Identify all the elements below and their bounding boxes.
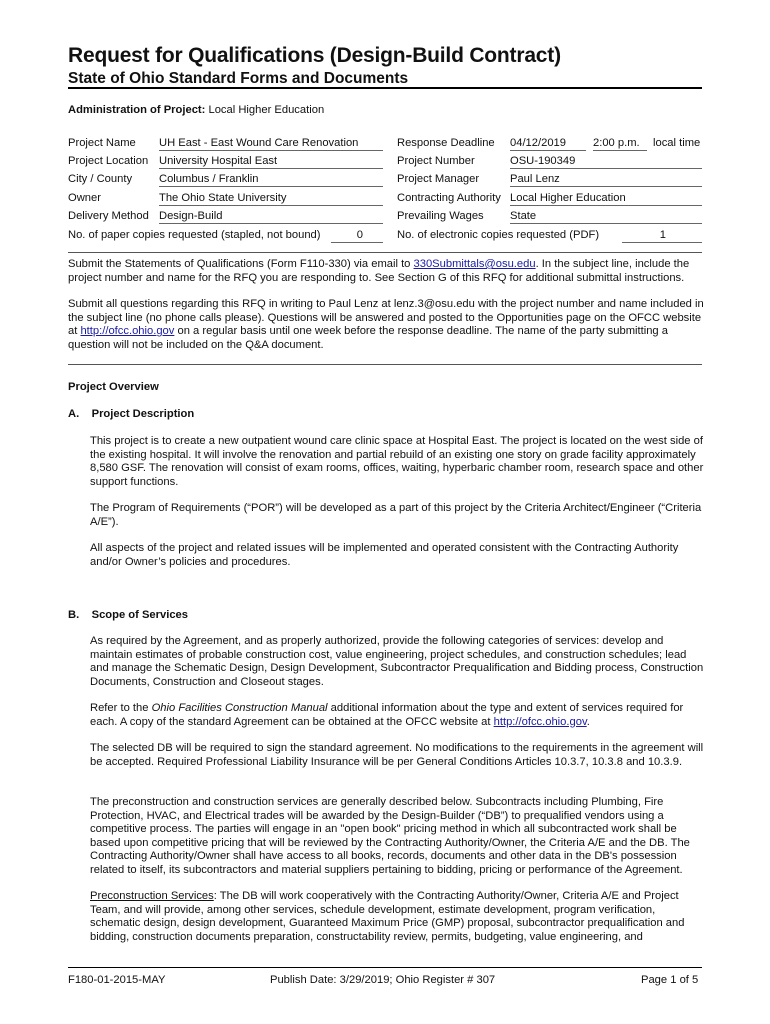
description-paragraph-3: All aspects of the project and related issues will be implemented and operated consistent with the Contracting Authority and/or Owner’s policies and procedures. xyxy=(90,542,679,568)
administration-value: Local Higher Education xyxy=(208,104,325,116)
city-county-label: City / County xyxy=(68,173,133,185)
submittal-email-link[interactable]: 330Submittals@osu.edu xyxy=(413,258,536,270)
ofcc-website-link[interactable]: http://ofcc.ohio.gov xyxy=(80,325,175,338)
scope-paragraph-2 xyxy=(90,702,706,729)
questions-text-b: on a regular basis until one week before the response deadline. The name of the party submitting a question will not be included on the Q&A document. xyxy=(68,325,668,351)
paper-copies-label: No. of paper copies requested (stapled, not bound) xyxy=(68,229,321,241)
ofcm-title: Ohio Facilities Construction Manual xyxy=(151,702,328,714)
project-location-value: University Hospital East xyxy=(159,155,383,169)
project-name-label: Project Name xyxy=(68,137,136,149)
section-divider xyxy=(68,252,702,253)
footer-publish-date: Publish Date: 3/29/2019; Ohio Register # 307 xyxy=(270,974,496,986)
scope-paragraph-4: The preconstruction and construction services are generally described below. Subcontracts including Plumbing, Fire Protection, HVAC, and Electrical trades will be awarded by the Design-Builder (“DB”) to prequalified vendors using a competitive process. The parties will engage in an "open book" pricing method in which all subcontracted work shall be based upon competitive pricing that will be reviewed by the Contracting Authority/Owner, the Criteria A/E and the DB. The Contracting Authority/Owner shall have access to all books, records, documents and other data in the DB's possession related to itself, its subcontractors and material suppliers pertaining to bidding, pricing or performance of the Agreement. xyxy=(90,796,690,876)
project-manager-value: Paul Lenz xyxy=(510,173,702,187)
electronic-copies-value: 1 xyxy=(622,229,702,243)
project-number-label: Project Number xyxy=(397,155,475,167)
prevailing-wages-label: Prevailing Wages xyxy=(397,210,484,222)
preconstruction-services-label: Preconstruction Services xyxy=(90,890,214,902)
delivery-method-label: Delivery Method xyxy=(68,210,149,222)
administration-line xyxy=(68,103,324,117)
submission-text-b: . In the subject line, include the project number and name for the RFQ you are responding to. See Section G of this RFQ for additional submittal instructions. xyxy=(68,258,690,284)
overview-divider xyxy=(68,364,702,365)
prevailing-wages-value: State xyxy=(510,210,702,224)
project-description-heading: A. Project Description xyxy=(68,408,195,420)
scope-p2-text-a: Refer to the xyxy=(90,702,152,714)
questions-paragraph xyxy=(68,298,708,352)
response-deadline-label: Response Deadline xyxy=(397,137,495,149)
description-paragraph-1: This project is to create a new outpatient wound care clinic space at Hospital East. The project is located on the west side of the existing hospital. It will involve the renovation and partial rebuild of an existing one story on grade facility approximately 8,580 GSF. The renovation will consist of exam rooms, offices, waiting, hyperbaric chamber room, research space and other support functions. xyxy=(90,435,704,488)
response-deadline-time: 2:00 p.m. xyxy=(593,137,647,151)
owner-label: Owner xyxy=(68,192,101,204)
footer-page-number: Page 1 of 5 xyxy=(641,974,699,986)
city-county-value: Columbus / Franklin xyxy=(159,173,383,187)
preconstruction-text: : The DB will work cooperatively with the Contracting Authority/Owner, Criteria A/E and Project Team, and will provide, among other services, schedule development, estimate development, program verification, schematic design, design development, Guaranteed Maximum Price (GMP) proposal, subcontractor prequalification and bidding, construction documents preparation, constructability review, permits, budgeting, value engineering, and xyxy=(90,890,685,943)
scope-p2-text-b: additional information about the type and extent of services required for each. A copy of the standard Agreement can be obtained at the OFCC website at xyxy=(90,702,684,728)
scope-paragraph-3: The selected DB will be required to sign the standard agreement. No modifications to the requirements in the agreement will be accepted. Required Professional Liability Insurance will be per General Conditions Articles 10.3.7, 10.3.8 and 10.3.9. xyxy=(90,742,704,768)
paper-copies-value: 0 xyxy=(331,229,383,243)
delivery-method-value: Design-Build xyxy=(159,210,383,224)
response-deadline-date: 04/12/2019 xyxy=(510,137,586,151)
project-manager-label: Project Manager xyxy=(397,173,480,185)
owner-value: The Ohio State University xyxy=(159,192,383,206)
description-paragraph-2: The Program of Requirements (“POR”) will be developed as a part of this project by the Criteria Architect/Engineer (“Criteria A/E”). xyxy=(90,502,702,528)
document-title: Request for Qualifications (Design-Build Contract) xyxy=(68,44,561,67)
footer-rule xyxy=(68,967,702,968)
contracting-authority-value: Local Higher Education xyxy=(510,192,702,206)
preconstruction-paragraph xyxy=(90,890,706,944)
title-rule xyxy=(68,87,702,89)
project-number-value: OSU-190349 xyxy=(510,155,702,169)
document-subtitle: State of Ohio Standard Forms and Documents xyxy=(68,70,409,87)
response-deadline-suffix: local time xyxy=(653,137,701,149)
scope-paragraph-1: As required by the Agreement, and as properly authorized, provide the following categories of services: develop and maintain estimates of probable construction cost, value engineering, project schedules, and construction schedules; lead and manage the Schematic Design, Design Development, Subcontractor Prequalification and Bidding process, Construction Documents, Construction and Closeout stages. xyxy=(90,635,704,688)
submission-text-a: Submit the Statements of Qualifications (Form F110-330) via email to xyxy=(68,258,414,270)
administration-label: Administration of Project: xyxy=(68,104,206,116)
scope-p2-text-c: . xyxy=(586,715,590,728)
submission-paragraph xyxy=(68,258,708,285)
project-name-value: UH East - East Wound Care Renovation xyxy=(159,137,383,151)
ofcc-agreement-link[interactable]: http://ofcc.ohio.gov xyxy=(493,715,587,728)
electronic-copies-label: No. of electronic copies requested (PDF) xyxy=(397,229,600,241)
questions-text-a: Submit all questions regarding this RFQ in writing to Paul Lenz at lenz.3@osu.edu with the project number and name included in the subject line (no phone calls please). Questions will be answered and posted to the Opportunities page on the OFCC website at xyxy=(68,298,704,338)
project-location-label: Project Location xyxy=(68,155,149,167)
scope-of-services-heading: B. Scope of Services xyxy=(68,609,189,621)
contracting-authority-label: Contracting Authority xyxy=(397,192,501,204)
project-overview-heading: Project Overview xyxy=(68,381,159,393)
footer-form-id: F180-01-2015-MAY xyxy=(68,974,166,986)
